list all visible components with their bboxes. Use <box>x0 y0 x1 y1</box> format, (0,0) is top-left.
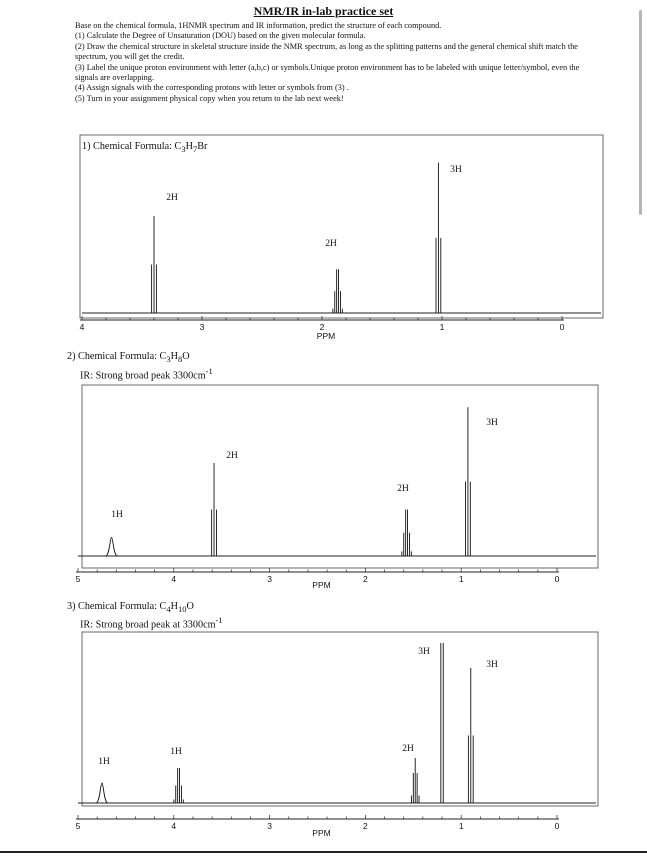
integration-label: 3H <box>450 165 462 175</box>
axis-tick-label: 0 <box>554 574 560 584</box>
axis-tick-label: 0 <box>559 322 565 332</box>
ir-text: IR: Strong broad peak 3300cm <box>80 370 206 382</box>
axis-tick-label: 4 <box>171 574 177 584</box>
problem-1-formula-label: Chemical Formula: C <box>93 141 182 152</box>
formula-subscript: 10 <box>177 604 187 615</box>
bottom-divider <box>0 851 647 853</box>
axis-tick-label: 3 <box>267 574 272 584</box>
problem-3-formula-label: Chemical Formula: C <box>78 601 167 612</box>
problem-2-formula-label: Chemical Formula: C <box>78 351 167 362</box>
integration-label: 1H <box>111 510 123 520</box>
axis-tick-label: 5 <box>75 574 81 584</box>
integration-label: 1H <box>170 747 182 757</box>
spectrum-frame <box>82 632 598 806</box>
signal-peak <box>96 783 108 803</box>
ir-text: IR: Strong broad peak at 3300cm <box>80 619 216 631</box>
integration-label: 2H <box>397 484 409 494</box>
formula-element: O <box>186 601 194 612</box>
instruction-2: (2) Draw the chemical structure in skeletal structure inside the NMR spectrum, as long as the splitting patterns and the general chemical shift match the spectrum, you will get the credit. <box>75 41 578 62</box>
instruction-4: (4) Assign signals with the corresponding protons with letter or symbols from (3) . <box>75 83 349 93</box>
problem-1-number: 1) <box>82 141 91 152</box>
axis-tick-label: 2 <box>363 821 368 831</box>
formula-element: O <box>182 351 190 362</box>
axis-tick-label: 1 <box>439 322 445 332</box>
formula-subscript: 3 <box>166 354 171 365</box>
formula-subscript: 7 <box>192 144 198 155</box>
ppm-label: PPM <box>316 331 336 341</box>
integration-label: 2H <box>402 744 414 754</box>
integration-label: 3H <box>418 647 430 657</box>
formula-subscript: 3 <box>181 144 186 155</box>
formula-subscript: 8 <box>177 354 183 365</box>
axis-tick-label: 3 <box>199 322 205 332</box>
formula-subscript: 4 <box>166 604 171 615</box>
formula-element: Br <box>197 141 208 152</box>
integration-label: 2H <box>325 239 337 249</box>
spectrum-frame <box>82 385 598 568</box>
problem-3-number: 3) <box>67 601 76 612</box>
ir-superscript: -1 <box>205 366 213 376</box>
formula-element: H <box>170 601 178 612</box>
intro-text: Base on the chemical formula, 1HNMR spectrum and IR information, predict the structure of each compound. <box>75 21 442 30</box>
axis-tick-label: 2 <box>363 574 368 584</box>
integration-label: 1H <box>98 757 110 767</box>
integration-label: 2H <box>166 193 178 203</box>
axis-tick-label: 5 <box>75 821 81 831</box>
ppm-label: PPM <box>312 580 331 590</box>
axis-tick-label: 3 <box>267 821 272 831</box>
problem-2-number: 2) <box>67 351 76 362</box>
instruction-5: (5) Turn in your assignment physical copy when you return to the lab next week! <box>75 93 344 103</box>
signal-peak <box>106 537 118 556</box>
instruction-3: (3) Label the unique proton environment with letter (a,b,c) or symbols.Unique proton environment has to be labeled with unique letter/symbol, even the signals are overlapping. <box>75 62 580 83</box>
integration-label: 3H <box>486 660 498 670</box>
ir-superscript: -1 <box>215 615 223 625</box>
scrollbar-thumb[interactable] <box>639 10 642 215</box>
axis-tick-label: 0 <box>554 821 560 831</box>
axis-tick-label: 1 <box>458 821 464 831</box>
integration-label: 2H <box>226 451 238 461</box>
axis-tick-label: 2 <box>319 322 325 332</box>
ppm-label: PPM <box>312 828 331 838</box>
formula-element: H <box>185 141 193 152</box>
document-title: NMR/IR in-lab practice set <box>253 4 394 18</box>
axis-tick-label: 4 <box>79 322 85 332</box>
spectrum-frame <box>80 135 603 318</box>
formula-element: H <box>170 351 178 362</box>
axis-tick-label: 1 <box>458 574 464 584</box>
axis-tick-label: 4 <box>171 821 177 831</box>
instruction-1: (1) Calculate the Degree of Unsaturation (DOU) based on the given molecular formula. <box>75 31 366 41</box>
integration-label: 3H <box>486 418 498 428</box>
